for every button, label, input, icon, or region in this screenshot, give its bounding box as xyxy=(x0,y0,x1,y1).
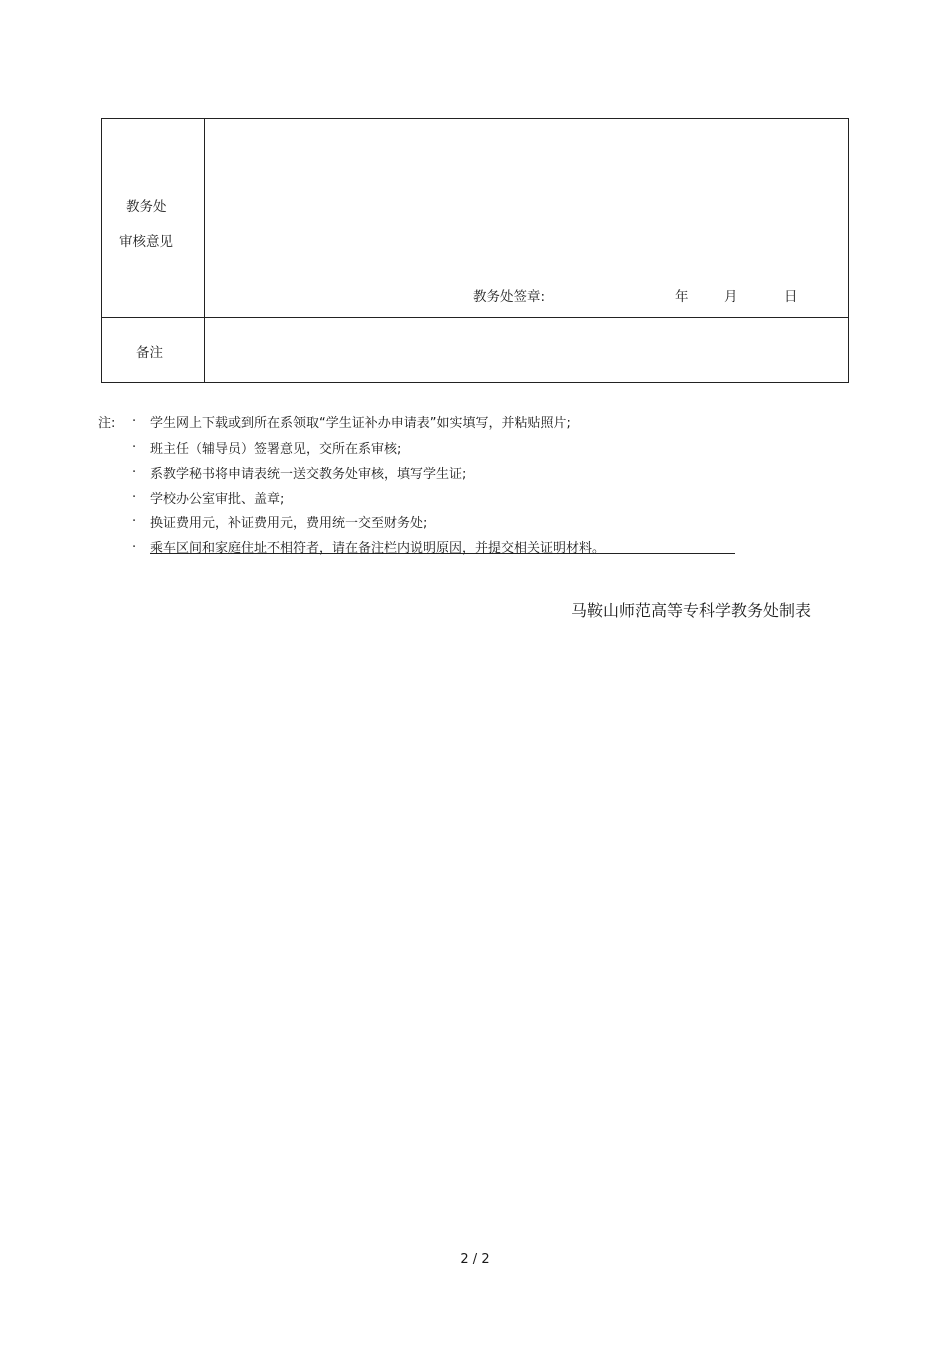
note-item-3: 系教学秘书将申请表统一送交教务处审核，填写学生证; xyxy=(150,467,467,482)
year-label: 年 xyxy=(675,289,689,305)
note-item-1: 学生网上下载或到所在系领取“学生证补办申请表”如实填写，并粘贴照片; xyxy=(150,416,571,431)
review-label-line1: 教务处 xyxy=(126,199,167,215)
note-item-4: 学校办公室审批、盖章; xyxy=(150,492,285,507)
table-column-divider xyxy=(204,119,205,382)
table-row-divider xyxy=(102,317,848,318)
note-bullet: . xyxy=(132,461,137,476)
page-number: 2 / 2 xyxy=(460,1252,490,1267)
note-item-6: 乘车区间和家庭住址不相符者，请在备注栏内说明原因，并提交相关证明材料。 xyxy=(150,541,606,556)
issuing-organization: 马鞍山师范高等专科学教务处制表 xyxy=(571,601,812,620)
note-bullet: . xyxy=(132,486,137,501)
note-underline-rule xyxy=(150,553,735,554)
approval-form-table xyxy=(101,118,849,383)
note-bullet: . xyxy=(132,536,137,551)
note-bullet: . xyxy=(132,510,137,525)
note-bullet: . xyxy=(132,410,137,425)
month-label: 月 xyxy=(724,289,738,305)
review-label-line2: 审核意见 xyxy=(119,234,173,250)
day-label: 日 xyxy=(784,289,798,305)
note-item-2: 班主任（辅导员）签署意见，交所在系审核; xyxy=(150,442,402,457)
remarks-label: 备注 xyxy=(136,345,163,361)
note-item-5: 换证费用元，补证费用元，费用统一交至财务处; xyxy=(150,516,428,531)
notes-prefix: 注: xyxy=(98,416,116,431)
note-bullet: . xyxy=(132,436,137,451)
signature-label: 教务处签章: xyxy=(473,289,546,305)
